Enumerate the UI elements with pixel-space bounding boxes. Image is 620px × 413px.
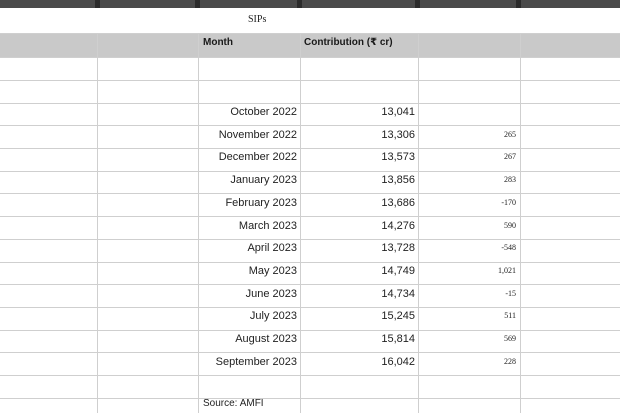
toolbar-segment [0, 0, 95, 8]
toolbar-segment [420, 0, 516, 8]
table-cell-month: March 2023 [238, 220, 297, 232]
toolbar-segment [100, 0, 195, 8]
column-divider [198, 33, 199, 413]
table-cell-contribution: 13,686 [381, 197, 415, 209]
table-cell-contribution: 14,276 [381, 220, 415, 232]
header-month: Month [203, 37, 233, 48]
table-cell-month: January 2023 [230, 174, 297, 186]
table-cell-contribution: 13,306 [381, 129, 415, 141]
table-cell-month: November 2022 [218, 129, 297, 141]
table-cell-month: April 2023 [247, 242, 297, 254]
row-divider [0, 80, 620, 81]
header-contribution: Contribution (₹ cr) [304, 37, 393, 48]
column-divider [97, 33, 98, 413]
table-cell-month: December 2022 [218, 151, 297, 163]
table-cell-change: 590 [504, 221, 516, 230]
table-cell-month: October 2022 [230, 106, 297, 118]
table-cell-change: -170 [501, 198, 516, 207]
table-cell-contribution: 16,042 [381, 356, 415, 368]
column-divider [520, 33, 521, 413]
table-cell-change: 1,021 [498, 266, 516, 275]
column-divider [300, 33, 301, 413]
row-divider [0, 375, 620, 376]
table-cell-change: 267 [504, 152, 516, 161]
table-cell-month: May 2023 [248, 265, 297, 277]
table-cell-change: 228 [504, 357, 516, 366]
table-cell-change: -15 [505, 289, 516, 298]
row-divider [0, 33, 620, 34]
table-cell-month: February 2023 [225, 197, 297, 209]
table-cell-month: August 2023 [235, 333, 297, 345]
table-cell-contribution: 13,856 [381, 174, 415, 186]
toolbar-segment [521, 0, 620, 8]
table-cell-change: -548 [501, 243, 516, 252]
table-cell-change: 511 [504, 311, 516, 320]
table-title: SIPs [248, 14, 267, 25]
table-cell-month: September 2023 [215, 356, 297, 368]
table-cell-contribution: 13,573 [381, 151, 415, 163]
table-cell-change: 283 [504, 175, 516, 184]
table-cell-contribution: 13,041 [381, 106, 415, 118]
table-cell-contribution: 13,728 [381, 242, 415, 254]
row-divider [0, 57, 620, 58]
table-cell-month: June 2023 [245, 288, 297, 300]
table-cell-change [420, 101, 516, 123]
table-cell-contribution: 14,734 [381, 288, 415, 300]
column-divider [418, 33, 419, 413]
row-divider [0, 398, 620, 399]
table-cell-contribution: 15,245 [381, 310, 415, 322]
toolbar-segment [200, 0, 297, 8]
toolbar-segment [302, 0, 415, 8]
table-cell-change: 265 [504, 130, 516, 139]
source-note: Source: AMFI [203, 398, 264, 409]
table-cell-change: 569 [504, 334, 516, 343]
table-cell-contribution: 14,749 [381, 265, 415, 277]
table-cell-contribution: 15,814 [381, 333, 415, 345]
top-toolbar-strip [0, 0, 620, 8]
table-cell-month: July 2023 [249, 310, 297, 322]
